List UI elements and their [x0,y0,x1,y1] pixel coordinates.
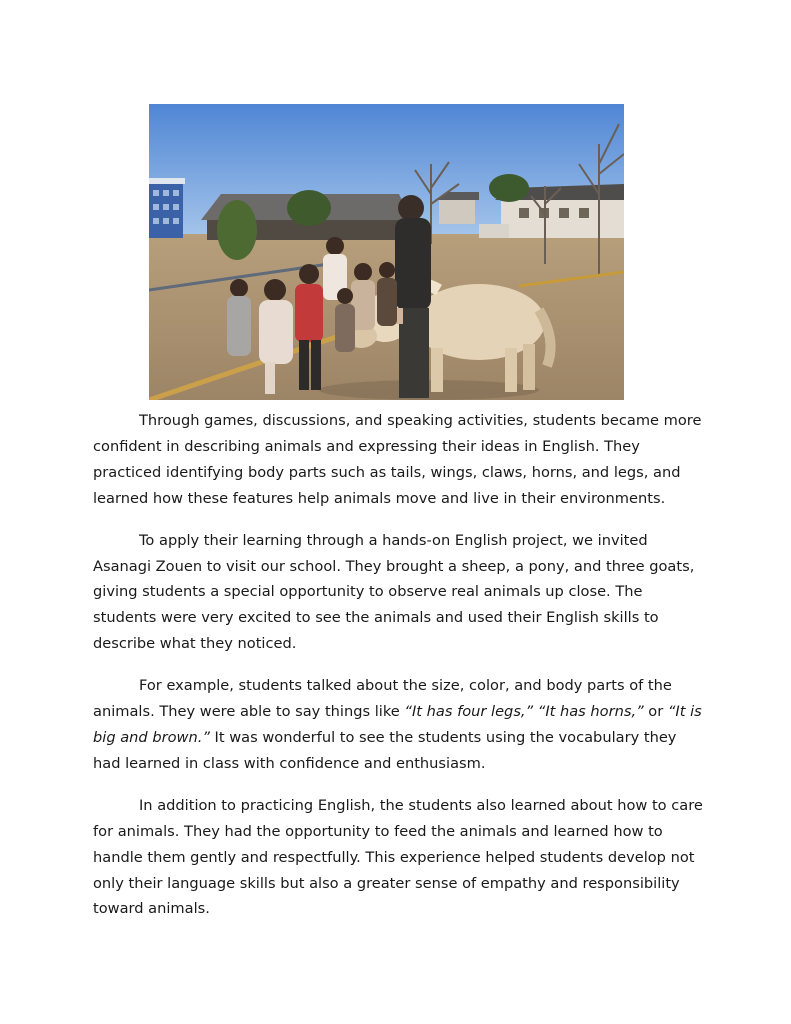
quote-big-brown: “It is big and brown.” [93,703,702,746]
quote-four-legs: “It has four legs,” [404,703,534,721]
quote-separator-or: or [643,703,668,721]
paragraph-3 [93,673,703,777]
paragraph-4: In addition to practicing English, the students also learned about how to care for animals. They had the opportunity to feed the animals and learned how to handle them gently and respectfully. This experience helped students develop not only their language skills but also a greater sense of empathy and responsibility toward animals. [93,796,703,918]
photo-illustration [149,104,624,400]
paragraph-3-intro: For example, students talked about the size, color, and body parts of the animals. They were able to say things like [93,677,672,721]
article-body [93,408,703,938]
paragraph-3-rest: It was wonderful to see the students using the vocabulary they had learned in class with confidence and enthusiasm. [93,728,677,772]
paragraph-2: To apply their learning through a hands-on English project, we invited Asanagi Zouen to visit our school. They brought a sheep, a pony, and three goats, giving students a special opportunity to observe real animals up close. The students were very excited to see the animals and used their English skills to describe what they noticed. [93,531,695,653]
photo-children-with-pony [149,104,624,400]
quote-horns: “It has horns,” [537,703,644,721]
paragraph-1: Through games, discussions, and speaking activities, students became more confident in describing animals and expressing their ideas in English. They practiced identifying body parts such as tails, wings, claws, horns, and legs, and learned how these features help animals move and live in their environments. [93,412,702,507]
